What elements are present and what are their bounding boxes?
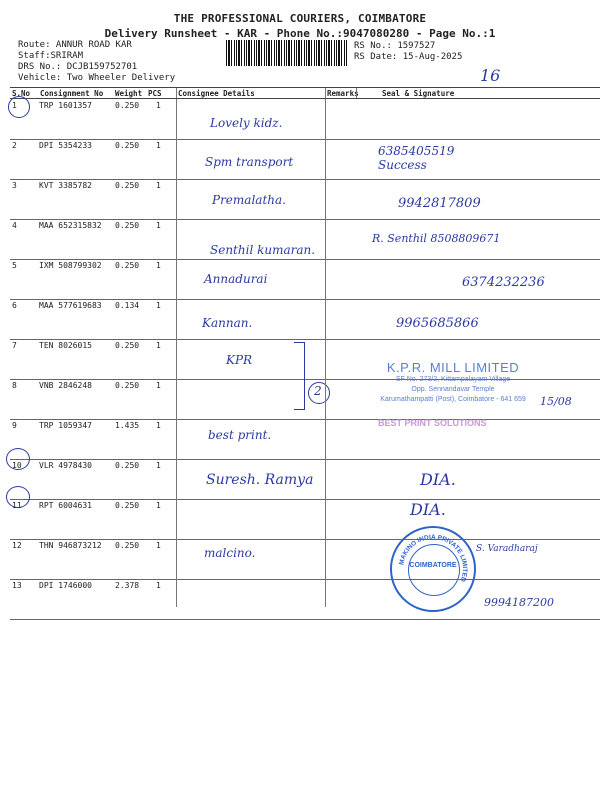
col-divider xyxy=(356,88,357,98)
row-weight: 0.250 xyxy=(115,221,140,230)
row-weight: 0.250 xyxy=(115,141,140,150)
barcode-image xyxy=(226,40,348,66)
row-sno: 11 xyxy=(12,501,22,510)
row-consignment-no: DPI 5354233 xyxy=(39,141,92,150)
row-consignment-no: MAA 577619683 xyxy=(39,301,102,310)
row-pcs: 1 xyxy=(156,221,161,230)
row-sno: 3 xyxy=(12,181,17,190)
col-header-sno: S.No xyxy=(12,89,31,98)
row-weight: 0.250 xyxy=(115,381,140,390)
row-consignment-no: IXM 508799302 xyxy=(39,261,102,270)
row-weight: 1.435 xyxy=(115,421,140,430)
row4-consignee-handwriting: Senthil kumaran. xyxy=(210,243,316,257)
row5-signature: 6374232236 xyxy=(462,275,545,290)
circled-number: 2 xyxy=(314,384,322,398)
col-divider xyxy=(325,88,326,98)
row-sno: 4 xyxy=(12,221,17,230)
stamp-inner-circle xyxy=(408,544,460,596)
row9-consignee-handwriting: best print. xyxy=(208,428,272,442)
row-pcs: 1 xyxy=(156,261,161,270)
row10-circle-mark xyxy=(6,448,30,470)
table-row xyxy=(10,139,600,180)
row2-consignee-handwriting: Spm transport xyxy=(205,155,294,169)
col-header-consignee: Consignee Details xyxy=(178,89,255,98)
row-consignment-no: RPT 6004631 xyxy=(39,501,92,510)
table-row xyxy=(10,499,600,540)
row-weight: 0.250 xyxy=(115,341,140,350)
row-weight: 2.378 xyxy=(115,581,140,590)
row-sno: 1 xyxy=(12,101,17,110)
row1-circle-mark xyxy=(8,96,30,118)
svg-text:MAKINO INDIA PRIVATE LIMITED: MAKINO INDIA PRIVATE LIMITED xyxy=(398,533,469,583)
circled-number-mark xyxy=(308,382,330,404)
company-round-stamp xyxy=(390,526,476,612)
row-sno: 13 xyxy=(12,581,22,590)
row-weight: 0.250 xyxy=(115,541,140,550)
row-weight: 0.250 xyxy=(115,501,140,510)
table-row xyxy=(10,299,600,340)
row-sno: 8 xyxy=(12,381,17,390)
table-row xyxy=(10,419,600,460)
row-pcs: 1 xyxy=(156,141,161,150)
row-weight: 0.250 xyxy=(115,261,140,270)
row-sno: 6 xyxy=(12,301,17,310)
row-sno: 5 xyxy=(12,261,17,270)
row-sno: 9 xyxy=(12,421,17,430)
row11-signature: DIA. xyxy=(420,470,456,489)
row-consignment-no: TRP 1601357 xyxy=(39,101,92,110)
row-pcs: 1 xyxy=(156,101,161,110)
row-consignment-no: TRP 1059347 xyxy=(39,421,92,430)
rs-date: RS Date: 15-Aug-2025 xyxy=(354,52,463,62)
row-sno: 10 xyxy=(12,461,22,470)
row-consignment-no: THN 946873212 xyxy=(39,541,102,550)
kpr-mill-stamp xyxy=(358,360,548,405)
col-header-weight: Weight xyxy=(115,89,143,98)
row-consignment-no: TEN 8026015 xyxy=(39,341,92,350)
row3-signature: 9942817809 xyxy=(398,196,481,211)
row6-consignee-handwriting: Kannan. xyxy=(202,316,253,330)
row-consignment-no: KVT 3385782 xyxy=(39,181,92,190)
table-row xyxy=(10,99,600,140)
page-subtitle: Delivery Runsheet - KAR - Phone No.:9047080280 - Page No.:1 xyxy=(104,27,496,40)
row1-consignee-handwriting: Lovely kidz. xyxy=(210,116,283,130)
col-divider xyxy=(176,88,177,98)
row7-consignee-handwriting: KPR xyxy=(226,353,253,367)
mill-address-line2: Opp. Sennandavar Temple xyxy=(411,386,495,393)
row-pcs: 1 xyxy=(156,501,161,510)
row11-consignee-handwriting: Suresh. Ramya xyxy=(206,472,314,488)
vehicle-label: Vehicle: Two Wheeler Delivery xyxy=(18,73,176,83)
row-pcs: 1 xyxy=(156,381,161,390)
row-weight: 0.250 xyxy=(115,181,140,190)
col-header-pcs: PCS xyxy=(148,89,162,98)
row-pcs: 1 xyxy=(156,301,161,310)
row4-signature: R. Senthil 8508809671 xyxy=(372,232,501,245)
row-sno: 2 xyxy=(12,141,17,150)
varadharaj-signature: S. Varadharaj xyxy=(476,544,538,554)
col-header-remarks: Remarks xyxy=(327,89,359,98)
col-divider xyxy=(325,99,326,607)
table-top-rule xyxy=(10,87,600,88)
row11-circle-mark xyxy=(6,486,30,508)
row-sno: 7 xyxy=(12,341,17,350)
mill-name: K.P.R. MILL LIMITED xyxy=(386,360,520,375)
table-row xyxy=(10,179,600,220)
row-pcs: 1 xyxy=(156,581,161,590)
row5-consignee-handwriting: Annadurai xyxy=(204,272,268,286)
row12-signature: DIA. xyxy=(410,500,446,519)
row-weight: 0.250 xyxy=(115,101,140,110)
row2-signature: 6385405519 Success xyxy=(378,144,455,172)
row-pcs: 1 xyxy=(156,341,161,350)
mill-address-line3: Karumathampatti (Post), Coimbatore - 641 659 xyxy=(380,396,526,403)
rs-number: RS No.: 1597527 xyxy=(354,41,436,51)
row-consignment-no: VLR 4978430 xyxy=(39,461,92,470)
row-pcs: 1 xyxy=(156,541,161,550)
drs-label: DRS No.: DCJB159752701 xyxy=(18,62,138,72)
stamp-center-text: COIMBATORE xyxy=(409,562,457,569)
row3-consignee-handwriting: Premalatha. xyxy=(212,193,286,207)
row13-signature: 9994187200 xyxy=(484,596,554,609)
row12-consignee-handwriting: malcino. xyxy=(204,546,256,560)
page-title: THE PROFESSIONAL COURIERS, COIMBATORE xyxy=(173,12,427,25)
row6-signature: 9965685866 xyxy=(396,316,479,331)
row-pcs: 1 xyxy=(156,421,161,430)
col-divider xyxy=(176,99,177,607)
row-pcs: 1 xyxy=(156,181,161,190)
row-sno: 12 xyxy=(12,541,22,550)
row-consignment-no: DPI 1746000 xyxy=(39,581,92,590)
route-label: Route: ANNUR ROAD KAR xyxy=(18,40,132,50)
row-consignment-no: VNB 2846248 xyxy=(39,381,92,390)
bracket-mark xyxy=(294,342,305,410)
best-print-stamp: BEST PRINT SOLUTIONS xyxy=(378,418,487,428)
row8-signature: 15/08 xyxy=(540,395,572,408)
row-pcs: 1 xyxy=(156,461,161,470)
col-header-consignment: Consignment No xyxy=(40,89,104,98)
row-weight: 0.250 xyxy=(115,461,140,470)
row-weight: 0.134 xyxy=(115,301,140,310)
handwritten-page-count: 16 xyxy=(480,66,501,85)
row-consignment-no: MAA 652315832 xyxy=(39,221,102,230)
col-header-seal: Seal & Signature xyxy=(382,89,455,98)
mill-address-line1: SF No. 273/2, Kittampalayam Village xyxy=(395,376,511,383)
staff-label: Staff:SRIRAM xyxy=(18,51,84,61)
